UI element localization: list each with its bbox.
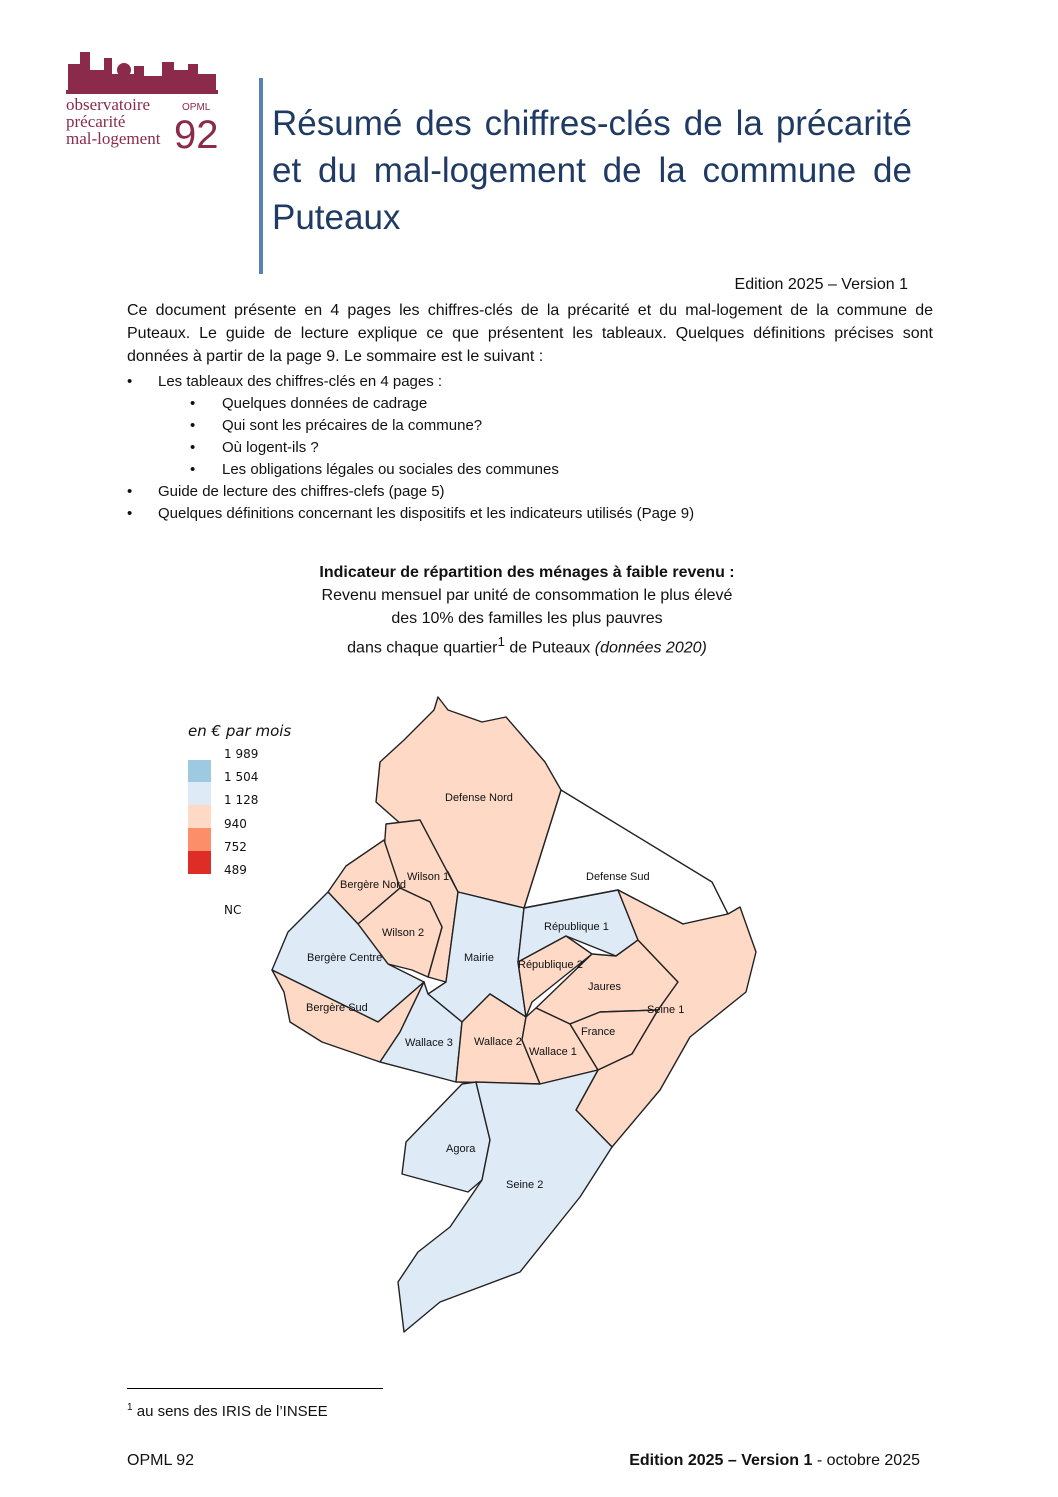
map-label-wilson-2: Wilson 2 [382,927,425,939]
map-label-wallace-2: Wallace 2 [474,1036,522,1048]
table-of-contents [127,371,933,525]
logo-text-observatoire: observatoire [66,95,151,114]
bullet-icon: • [190,417,196,434]
puteaux-iris-map [180,692,780,1342]
map-label-defense-sud: Defense Sud [586,871,650,883]
page-title: Résumé des chiffres-clés de la précarité et du mal-logement de la commune de Puteaux [272,104,912,237]
footer-org: OPML 92 [127,1452,194,1469]
map-label-defense-nord: Defense Nord [445,792,513,804]
logo-badge-opml: OPML [182,102,211,113]
bullet-icon: • [127,373,133,390]
legend-title: en € par mois [188,722,292,740]
legend-swatch [188,828,211,851]
map-legend [188,722,291,917]
map-label-jaures: Jaures [588,981,622,993]
logo-badge-92: 92 [174,113,219,156]
caption-text: dans chaque quartier [347,639,498,657]
toc-subitem-label: Les obligations légales ou sociales des communes [222,461,559,478]
footnote-divider [127,1388,383,1389]
title-accent-bar [259,78,263,274]
legend-nc: NC [224,903,242,917]
bullet-icon: • [190,395,196,412]
toc-subitem [127,437,933,459]
map-label-bergere-nord: Bergère Nord [340,879,407,891]
caption-date: (données 2020) [594,639,707,657]
legend-break: 752 [224,840,247,854]
footer-edition [629,1452,920,1470]
map-caption-line: des 10% des familles les plus pauvres [391,610,663,627]
toc-subitem [127,393,933,415]
bullet-icon: • [127,483,133,500]
map-label-seine-2: Seine 2 [506,1179,544,1191]
logo-text-precarite: précarité [66,112,126,131]
footer-edition-bold: Edition 2025 – Version 1 [629,1452,813,1469]
legend-break: 1 504 [224,770,259,784]
toc-subitem [127,459,933,481]
map-label-republique-2: République 2 [518,959,583,971]
edition-label: Edition 2025 – Version 1 [734,276,908,293]
toc-subitem-label: Quelques données de cadrage [222,395,428,412]
toc-item [127,371,933,393]
map-label-wallace-3: Wallace 3 [405,1037,453,1049]
region-agora [402,1082,490,1192]
map-label-seine-1: Seine 1 [647,1004,685,1016]
legend-swatch [188,760,211,782]
map-caption-line [127,630,927,659]
legend-break: 489 [224,863,247,877]
legend-break: 1 128 [224,793,259,807]
map-caption-line: Revenu mensuel par unité de consommation le plus élevé [321,587,733,604]
map-label-mairie: Mairie [464,952,494,964]
footnote-number: 1 [127,1402,133,1413]
intro-paragraph: Ce document présente en 4 pages les chiffres-clés de la précarité et du mal-logement de la commune de Puteaux. Le guide de lecture explique ce que présentent les tableaux. Quelques définitions précises sont données à partir de la page 9. Le sommaire est le suivant : [127,302,933,365]
legend-swatch [188,782,211,805]
footnote [127,1402,328,1420]
caption-text: de Puteaux [504,639,595,657]
map-caption-title: Indicateur de répartition des ménages à faible revenu : [319,564,735,581]
bullet-icon: • [127,505,133,522]
map-label-wilson-1: Wilson 1 [407,871,450,883]
toc-subitem [127,415,933,437]
bullet-icon: • [190,461,196,478]
toc-item [127,503,933,525]
footnote-text: au sens des IRIS de l’INSEE [136,1403,328,1420]
map-caption [127,561,927,659]
map-label-agora: Agora [446,1143,476,1155]
map-label-bergere-sud: Bergère Sud [306,1002,368,1014]
toc-item-label: Guide de lecture des chiffres-clefs (page 5) [158,483,445,500]
logo-skyline-tower [68,64,80,92]
toc-item-label: Quelques définitions concernant les dispositifs et les indicateurs utilisés (Page 9) [158,505,695,522]
bullet-icon: • [190,439,196,456]
footnote-ref[interactable]: 1 [497,634,505,649]
map-label-france: France [581,1026,616,1038]
footer-date: - octobre 2025 [812,1452,920,1469]
toc-item [127,481,933,503]
toc-item-label: Les tableaux des chiffres-clés en 4 pages : [158,373,443,390]
map-label-bergere-centre: Bergère Centre [307,952,383,964]
legend-break: 940 [224,817,247,831]
map-label-republique-1: République 1 [544,921,609,933]
opml92-logo [62,44,224,156]
legend-swatch [188,805,211,828]
toc-subitem-label: Qui sont les précaires de la commune? [222,417,483,434]
legend-break: 1 989 [224,747,259,761]
toc-subitem-label: Où logent-ils ? [222,439,319,456]
legend-swatch [188,851,211,874]
map-label-wallace-1: Wallace 1 [529,1046,577,1058]
logo-text-mal-logement: mal-logement [66,129,161,148]
